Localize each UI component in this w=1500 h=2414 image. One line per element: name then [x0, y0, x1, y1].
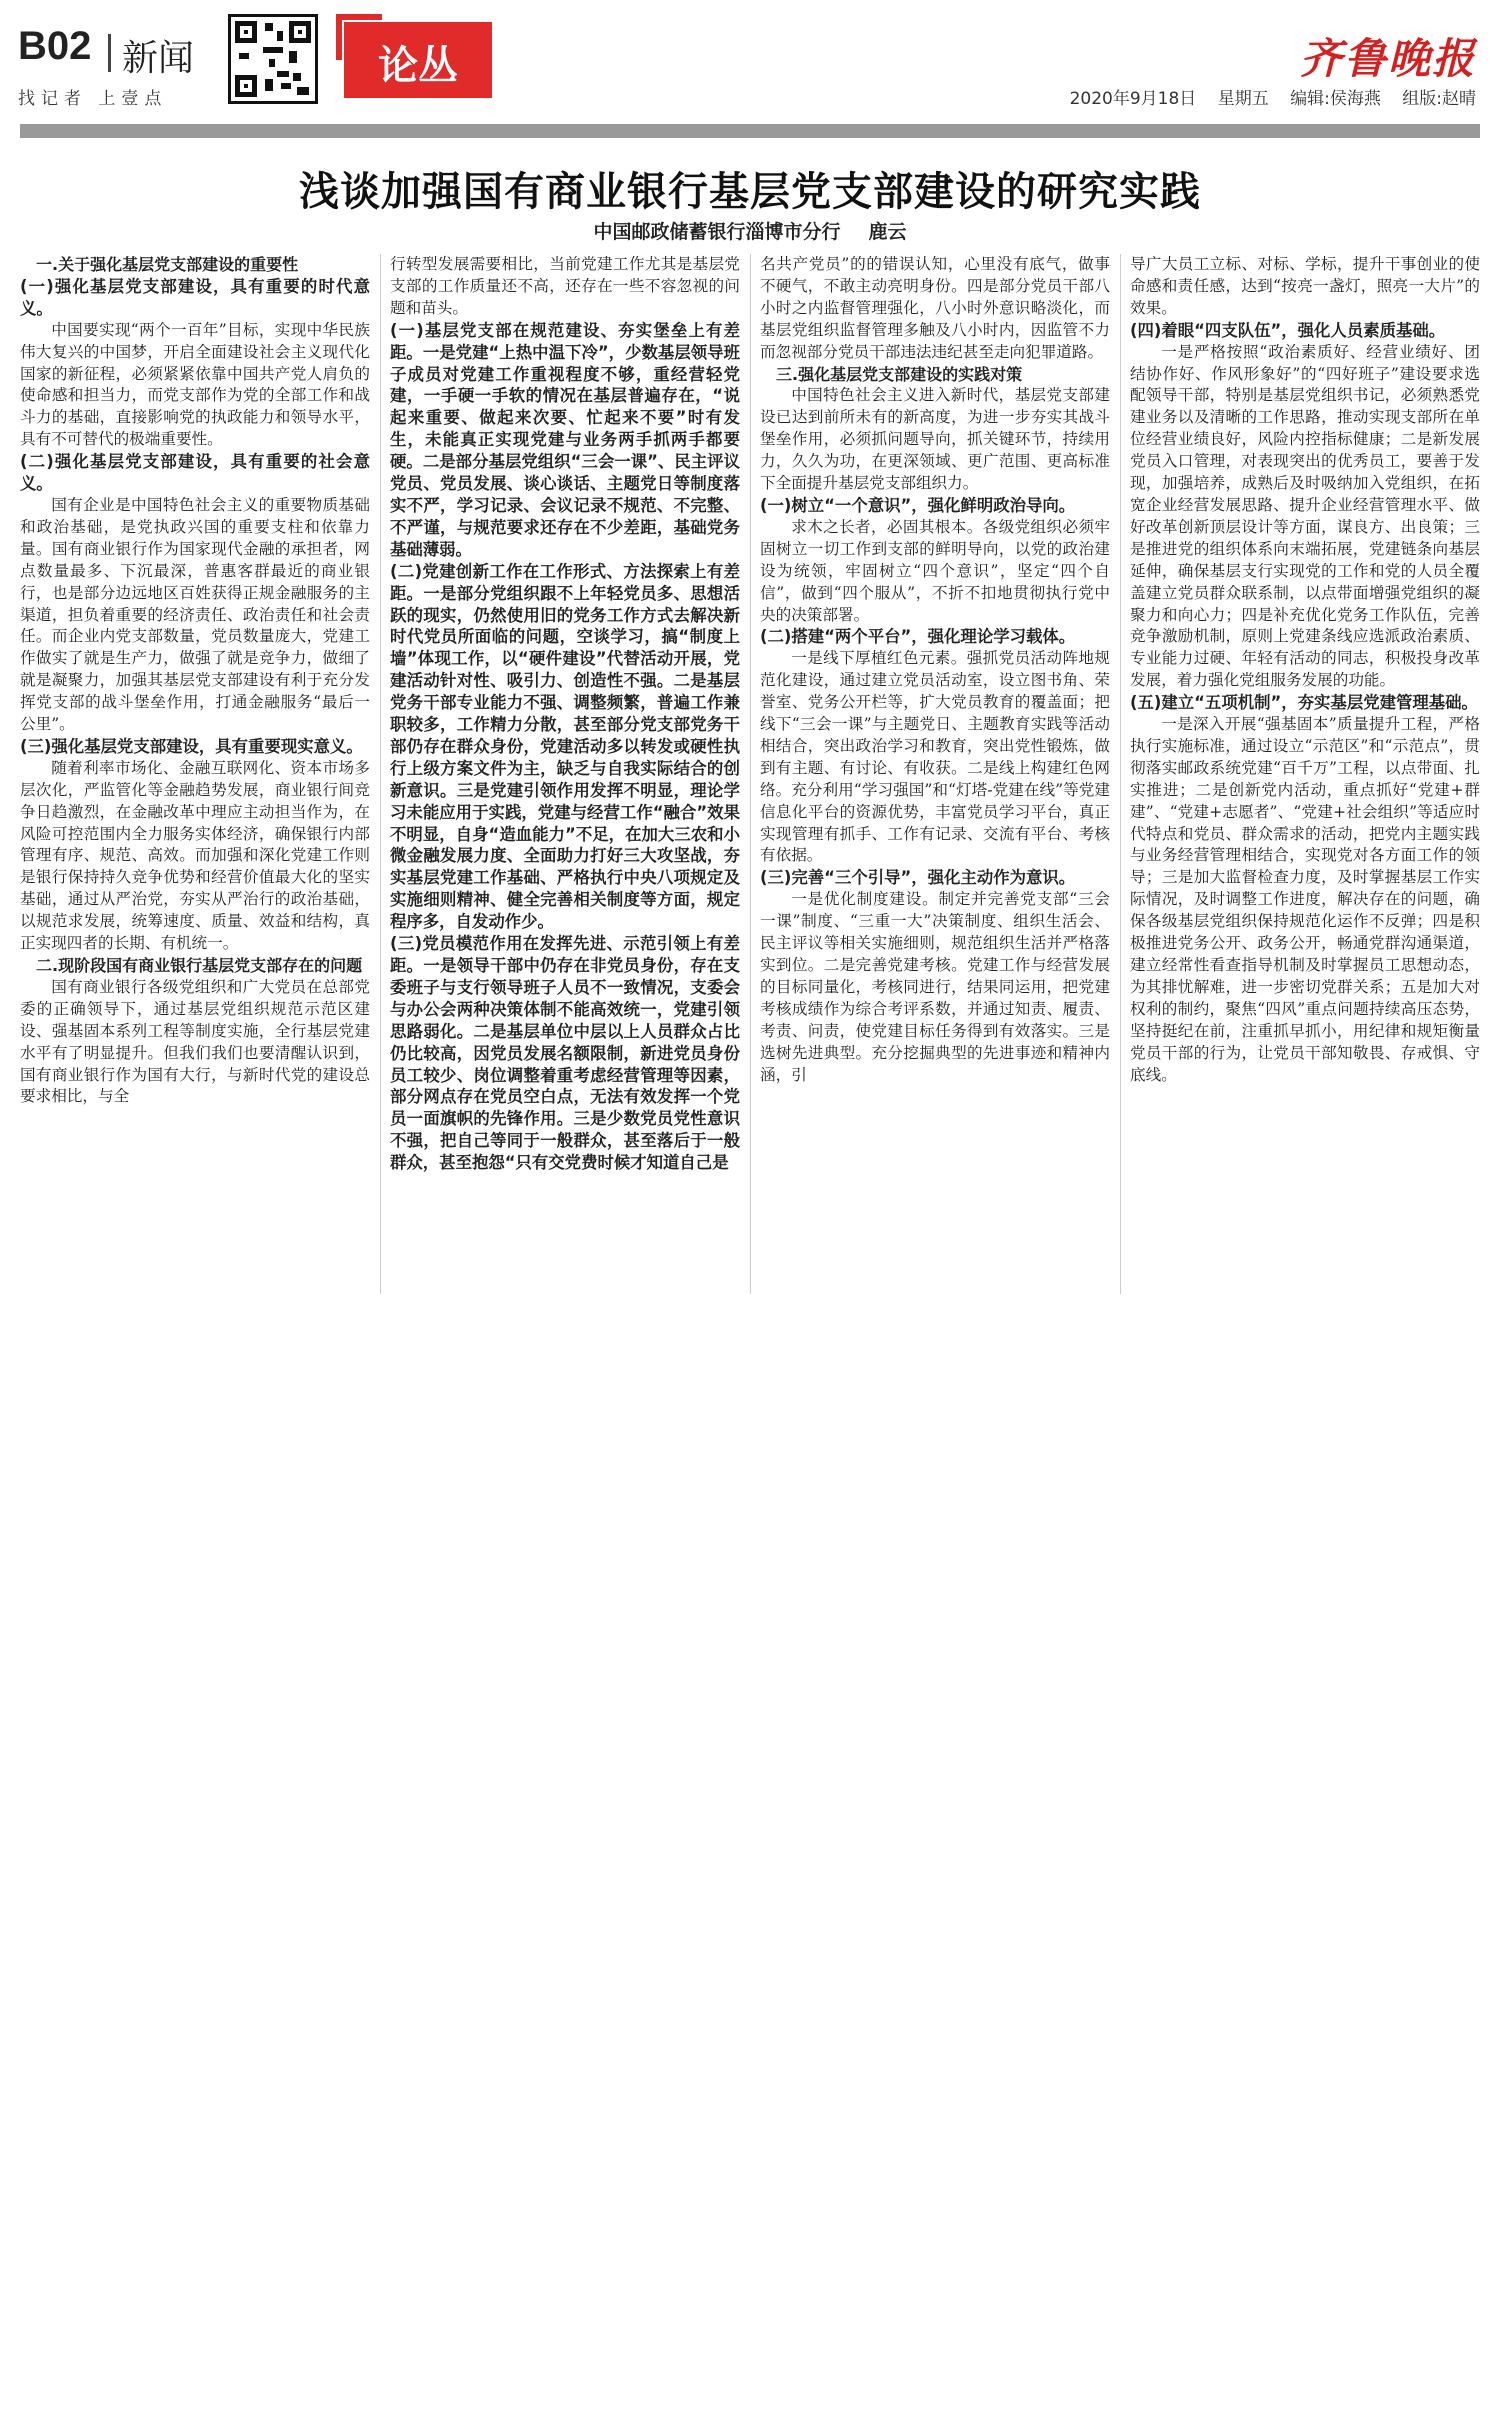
- section-subheading: (一)树立“一个意识”，强化鲜明政治导向。: [760, 495, 1076, 515]
- text-column-2: [390, 254, 740, 1294]
- column-divider: [380, 254, 381, 1294]
- text-column-3: [760, 254, 1110, 1294]
- page-header: [0, 0, 1500, 140]
- text-column-1: [20, 254, 370, 1294]
- header-divider: [108, 34, 111, 72]
- qr-code-icon: [228, 14, 318, 104]
- issue-layout-editor: 组版:赵晴: [1402, 89, 1476, 109]
- section-subheading: (一)基层党支部在规范建设、夯实堡垒上有差距。一是党建“上热中温下冷”，少数基层领导班子成员对党建工作重视程度不够，重经营轻党建，一手硬一手软的情况在基层普遍存在，“说起来重要、做起来次要、忙起来不要”时有发生，未能真正实现党建与业务两手抓两手都要硬。二是部分基层党组织“三会一课”、民主评议党员、党员发展、谈心谈话、主题党日等制度落实不严，学习记录、会议记录不规范、不完整、不严谨，与规范要求还存在不少差距，基础党务基础薄弱。: [390, 320, 740, 559]
- section-heading: 一.关于强化基层党支部建设的重要性: [36, 255, 299, 274]
- paragraph: 一是深入开展“强基固本”质量提升工程，严格执行实施标准，通过设立“示范区”和“示范点”，贯彻落实邮政系统党建“百千万”工程，以点带面、扎实推进；二是创新党内活动，重点抓好“党建+群建”、“党建+志愿者”、“党建+社会组织”等适应时代特点和党员、群众需求的活动，把党内主题实践与业务经营管理相结合，实现党对各方面工作的领导；三是加大监督检查力度，及时掌握基层工作实际情况，及时调整工作进度，解决存在的问题，确保各级基层党组织保持规范化运作不反弹；四是积极推进党务公开、政务公开，畅通党群沟通渠道，建立经常性看查指导机制及时掌握员工思想动态，为其排忧解难，进一步密切党群关系；五是加大对权利的制约，聚焦“四风”重点问题持续高压态势，坚持挺纪在前，注重抓早抓小，用纪律和规矩衡量党员干部的行为，让党员干部知敬畏、存戒惧、守底线。: [1130, 715, 1480, 1084]
- header-rule: [20, 124, 1480, 138]
- paragraph: 国有商业银行各级党组织和广大党员在总部党委的正确领导下，通过基层党组织规范示范区建设、强基固本系列工程等制度实施，全行基层党建水平有了明显提升。但我们我们也要清醒认识到，国有商业银行作为国有大行，与新时代党的建设总要求相比，与全: [20, 977, 370, 1106]
- paragraph-continued: 导广大员工立标、对标、学标，提升干事创业的使命感和责任感，达到“按亮一盏灯，照亮一大片”的效果。: [1130, 255, 1480, 317]
- page-number: B02: [18, 24, 92, 68]
- issue-date: 2020年9月18日: [1069, 89, 1197, 109]
- section-heading: 三.强化基层党支部建设的实践对策: [776, 364, 1023, 384]
- paragraph: 一是严格按照“政治素质好、经营业绩好、团结协作好、作风形象好”的“四好班子”建设要求选配领导干部，特别是基层党组织书记，必须熟悉党建业务以及清晰的工作思路，推动实现支部所在单位经营业绩良好，风险内控指标健康；二是新发展党员入口管理，对表现突出的优秀员工，要善于发现，加强培养，成熟后及时吸纳加入党组织，在拓宽企业经营发展思路、提升企业经营管理水平、做好改革创新顶层设计等方面，谋良方、出良策；三是推进党的组织体系向末端拓展，党建链条向基层延伸，确保基层支行实现党的工作和党的人员全覆盖建立党员群众联系制，以点带面增强党组织的凝聚力和向心力；四是补充优化党务工作队伍，完善竞争激励机制，原则上党建条线应选派政治素质、专业能力过硬、年轻有活动的同志，积极投身改革发展，着力强化党组服务发展的功能。: [1130, 342, 1480, 690]
- article-byline: [0, 217, 1500, 244]
- column-divider: [1120, 254, 1121, 1294]
- paragraph: 求木之长者，必固其根本。各级党组织必须牢固树立一切工作到支部的鲜明导向，以党的政治建设为统领，牢固树立“四个意识”，坚定“四个自信”，做到“四个服从”，不折不扣地贯彻执行党中央的决策部署。: [760, 517, 1110, 624]
- section-heading: 二.现阶段国有商业银行基层党支部存在的问题: [36, 956, 363, 975]
- slogan: 找记者 上壹点: [18, 89, 168, 109]
- newspaper-logo: 齐鲁晚报: [1299, 34, 1476, 83]
- paragraph: 随着利率市场化、金融互联网化、资本市场多层次化，严监管化等金融趋势发展，商业银行间竞争日趋激烈，在金融改革中理应主动担当作为，在风险可控范围内全力服务实体经济，确保银行内部管理有序、规范、高效。而加强和深化党建工作则是银行保持持久竞争优势和经营价值最大化的坚实基础，通过从严治党，夯实从严治行的政治基础，以规范求发展，统筹速度、质量、效益和结构，真正实现四者的长期、有机统一。: [20, 758, 370, 953]
- author-org: 中国邮政储蓄银行淄博市分行: [593, 221, 841, 243]
- section-subheading: (一)强化基层党支部建设，具有重要的时代意义。: [20, 276, 370, 318]
- section-subheading: (二)搭建“两个平台”，强化理论学习载体。: [760, 627, 1076, 647]
- paragraph-continued: 行转型发展需要相比，当前党建工作尤其是基层党支部的工作质量还不高，还存在一些不容忽视的问题和苗头。: [390, 255, 740, 317]
- column-tag-label: 论丛: [378, 42, 458, 89]
- section-subheading: (二)党建创新工作在工作形式、方法探索上有差距。一是部分党组织跟不上年轻党员多、思想活跃的现实，仍然使用旧的党务工作方式去解决新时代党员所面临的问题，空谈学习，搞“制度上墙”体现工作，以“硬件建设”代替活动开展，党建活动针对性、吸引力、创造性不强。二是基层党务干部专业能力不强、调整频繁，普遍工作兼职较多，工作精力分散，甚至部分党支部党务干部仍存在群众身份，党建活动多以转发或硬性执行上级方案文件为主，缺乏与自我实际结合的创新意识。三是党建引领作用发挥不明显，理论学习未能应用于实践，党建与经营工作“融合”效果不明显，自身“造血能力”不足，在加大三农和小微金融发展力度、全面助力打好三大攻坚战，夯实基层党建工作基础、严格执行中央八项规定及实施细则精神、健全完善相关制度等方面，规定程序多，自发动作少。: [390, 561, 740, 932]
- paragraph-continued: 名共产党员”的的错误认知，心里没有底气，做事不硬气，不敢主动亮明身份。四是部分党员干部八小时之内监督管理强化，八小时外意识略淡化，而基层党组织监督管理多触及八小时内，因监管不力而忽视部分党员干部违法违纪甚至走向犯罪道路。: [760, 255, 1110, 361]
- section-subheading: (四)着眼“四支队伍”，强化人员素质基础。: [1130, 320, 1446, 340]
- section-subheading: (三)强化基层党支部建设，具有重要现实意义。: [20, 736, 363, 756]
- article-title: 浅谈加强国有商业银行基层党支部建设的研究实践: [299, 168, 1201, 215]
- section-name: 新闻: [122, 38, 195, 79]
- paragraph: 中国要实现“两个一百年”目标，实现中华民族伟大复兴的中国梦，开启全面建设社会主义现代化国家的新征程，必须紧紧依靠中国共产党人肩负的使命感和担当力，而党支部作为党的全部工作和战斗力的基础，直接影响党的执政能力和领导水平，具有不可替代的极端重要性。: [20, 320, 370, 449]
- section-subheading: (二)强化基层党支部建设，具有重要的社会意义。: [20, 452, 370, 494]
- author-name: 鹿云: [868, 221, 907, 243]
- issue-editor: 编辑:侯海燕: [1290, 89, 1381, 109]
- paragraph: 中国特色社会主义进入新时代，基层党支部建设已达到前所未有的新高度，为进一步夯实其战斗堡垒作用，必须抓问题导向，抓关键环节，持续用力，久久为功，在更深领域、更广范围、更高标准下全面提升基层党支部组织力。: [760, 386, 1110, 493]
- paragraph: 国有企业是中国特色社会主义的重要物质基础和政治基础，是党执政兴国的重要支柱和依靠力量。国有商业银行作为国家现代金融的承担者，网点数量最多、下沉最深，普惠客群最近的商业银行，也是部分边远地区百姓获得正规金融服务的主渠道，担负着重要的经济责任、政治责任和社会责任。而企业内党支部数量，党员数量庞大，党建工作做实了就是生产力，做强了就是竞争力，做细了就是凝聚力，加强其基层党支部建设有利于充分发挥党支部的战斗堡垒作用，打通金融服务“最后一公里”。: [20, 495, 370, 734]
- paragraph: 一是线下厚植红色元素。强抓党员活动阵地规范化建设，通过建立党员活动室，设立图书角、荣誉室、党务公开栏等，扩大党员教育的覆盖面；把线下“三会一课”与主题党日、主题教育实践等活动相结合，突出政治学习和教育，突出党性锻炼，做到有主题、有讨论、有收获。二是线上构建红色网络。充分利用“学习强国”和“灯塔-党建在线”等党建信息化平台的资源优势，丰富党员学习平台，真正实现管理有抓手、工作有记录、交流有平台、考核有依据。: [760, 649, 1110, 865]
- text-column-4: [1130, 254, 1480, 1294]
- issue-weekday: 星期五: [1217, 89, 1269, 109]
- section-subheading: (三)完善“三个引导”，强化主动作为意识。: [760, 868, 1076, 888]
- column-divider: [750, 254, 751, 1294]
- section-subheading: (五)建立“五项机制”，夯实基层党建管理基础。: [1130, 693, 1478, 713]
- section-subheading: (三)党员模范作用在发挥先进、示范引领上有差距。一是领导干部中仍存在非党员身份，存在支委班子与支行领导班子人员不一致情况，支委会与办公会两种决策体制不能高效统一，党建引领思路弱化。二是基层单位中层以上人员群众占比仍比较高，因党员发展名额限制，新进党员身份员工较少、岗位调整着重考虑经营管理等因素，部分网点存在党员空白点，无法有效发挥一个党员一面旗帜的先锋作用。三是少数党员党性意识不强，把自己等同于一般群众，甚至落后于一般群众，甚至抱怨“只有交党费时候才知道自己是: [390, 934, 740, 1173]
- issue-meta: [1054, 84, 1476, 109]
- column-tag: [344, 22, 492, 98]
- paragraph: 一是优化制度建设。制定并完善党支部“三会一课”制度、“三重一大”决策制度、组织生活会、民主评议等相关实施细则，规范组织生活并严格落实到位。二是完善党建考核。党建工作与经营发展的目标同量化，考核同进行，结果同运用，把党建考核成绩作为综合考评系数，并通过知责、履责、考责、问责，使党建目标任务得到有效落实。三是选树先进典型。充分挖掘典型的先进事迹和精神内涵，引: [760, 890, 1110, 1084]
